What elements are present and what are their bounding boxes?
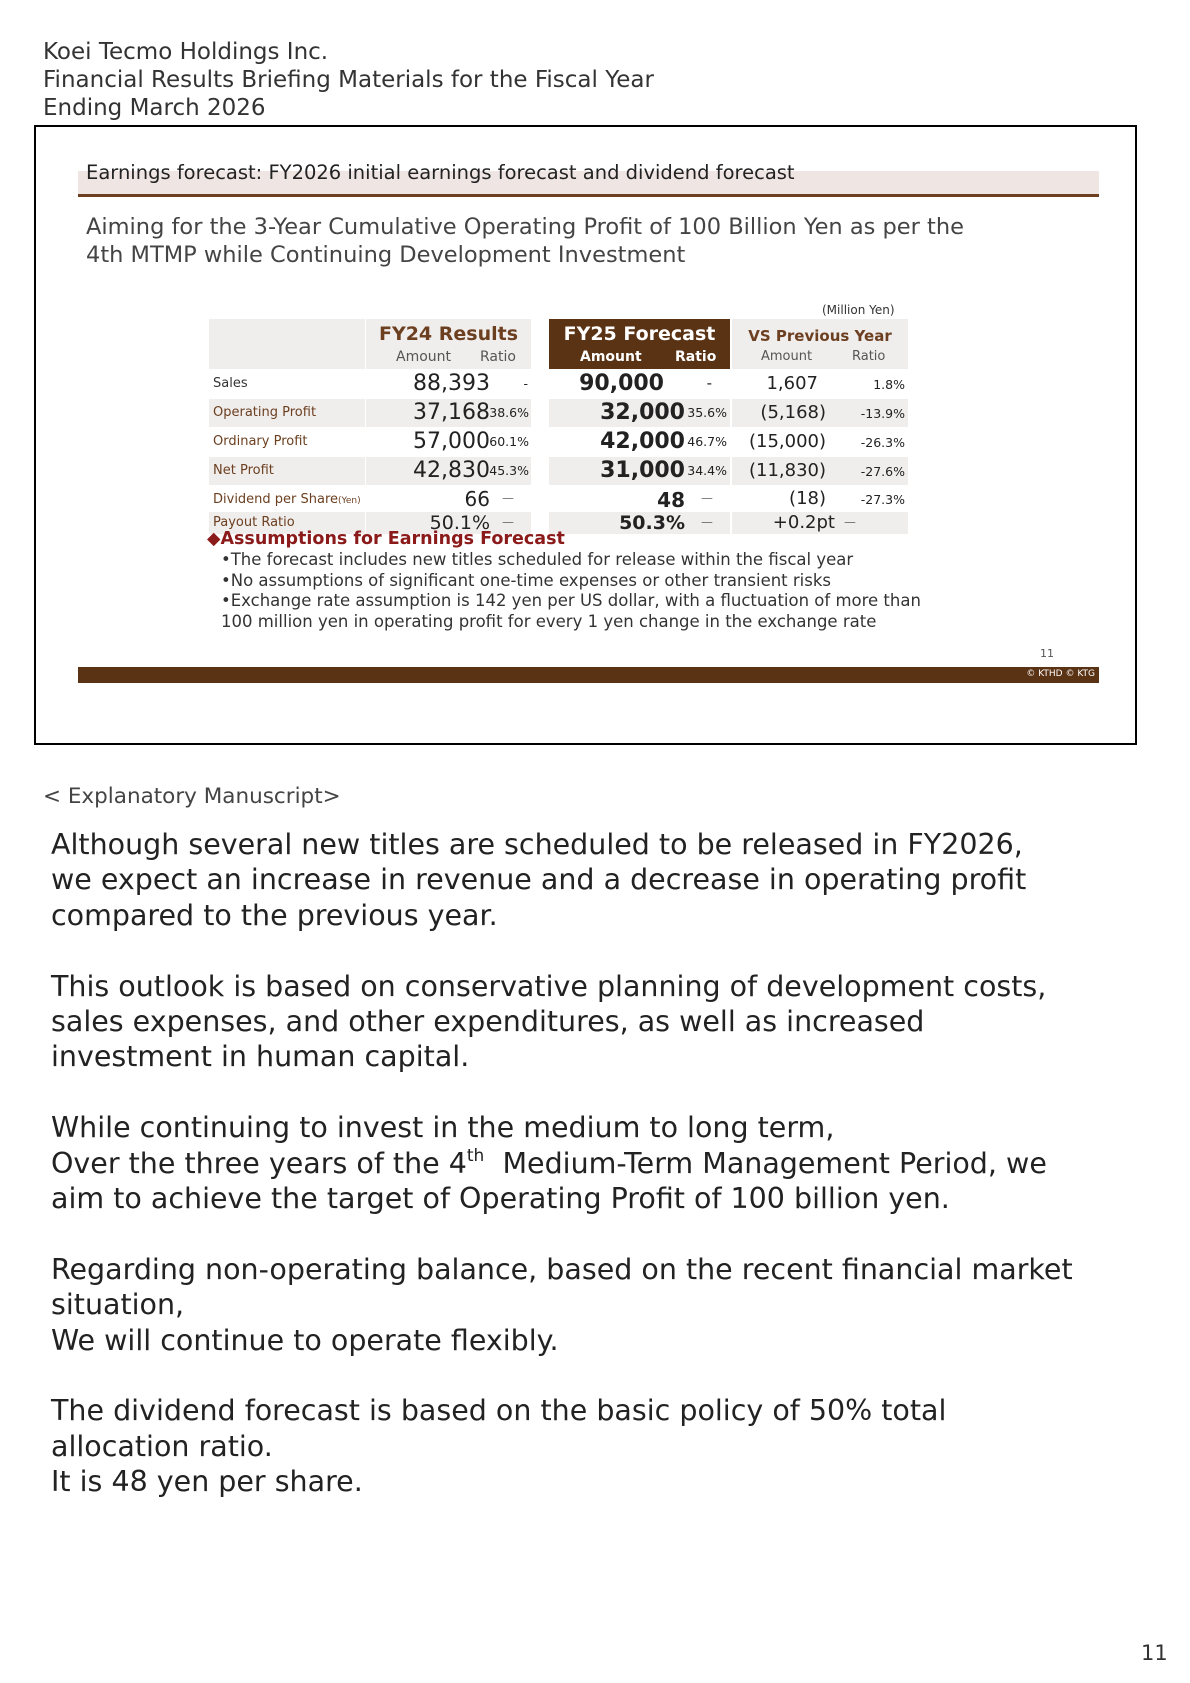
vs-amount: (15,000)	[748, 431, 826, 452]
fy25-amount: 32,000	[600, 400, 685, 425]
slide-lead	[86, 213, 964, 269]
fy24-ratio: 45.3%	[489, 463, 529, 478]
header-blank-cell	[209, 319, 365, 369]
slide-lead-line-2: 4th MTMP while Continuing Development Investment	[86, 242, 686, 268]
dividend-label: Dividend per Share	[213, 492, 339, 507]
manuscript-paragraph	[51, 1110, 1073, 1216]
fy24-amount: 57,000	[413, 429, 490, 454]
unit-note: (Million Yen)	[822, 303, 895, 317]
slide-lead-line-1: Aiming for the 3-Year Cumulative Operating Profit of 100 Billion Yen as per the	[86, 214, 964, 240]
header-vs-title: VS Previous Year	[748, 327, 892, 345]
fy25-ratio: -	[706, 374, 712, 392]
manuscript-paragraph	[51, 827, 1073, 933]
slide-page-number: 11	[1040, 647, 1054, 660]
fy24-ratio: －	[501, 492, 515, 508]
fy24-amount: 42,830	[413, 458, 490, 483]
page-number: 11	[1141, 1641, 1168, 1665]
header-fy25-ratio: Ratio	[675, 349, 717, 365]
manuscript-line: investment in human capital.	[51, 1040, 470, 1074]
manuscript-line: We will continue to operate flexibly.	[51, 1323, 559, 1357]
fy25-amount: 50.3%	[619, 512, 685, 534]
header-fy24-title: FY24 Results	[378, 323, 519, 345]
vs-ratio: 1.8%	[873, 377, 905, 392]
table-row-dividend	[209, 489, 939, 511]
slide-heading-rule	[78, 194, 1099, 197]
manuscript-line: Although several new titles are scheduled to be released in FY2026,	[51, 828, 1023, 861]
manuscript-line: compared to the previous year.	[51, 898, 498, 932]
manuscript-label: < Explanatory Manuscript>	[43, 784, 341, 809]
fy24-ratio: 38.6%	[489, 405, 529, 420]
assumptions-title: ◆Assumptions for Earnings Forecast	[207, 529, 565, 549]
fy24-ratio: -	[523, 376, 528, 391]
manuscript-line: Regarding non-operating balance, based on the recent financial market	[51, 1252, 1073, 1286]
header-vs-previous	[732, 319, 908, 369]
manuscript-line: aim to achieve the target of Operating Profit of 100 billion yen.	[51, 1182, 950, 1216]
assumption-item: •No assumptions of significant one-time expenses or other transient risks	[221, 570, 832, 590]
row-label: Operating Profit	[213, 405, 317, 420]
manuscript-text: Medium-Term Management Period, we	[484, 1146, 1047, 1180]
vs-ratio: -26.3%	[860, 435, 905, 450]
company-name: Koei Tecmo Holdings Inc.	[43, 39, 329, 65]
manuscript-paragraph	[51, 1252, 1073, 1358]
row-label: Sales	[213, 376, 248, 391]
manuscript-paragraph	[51, 969, 1073, 1075]
assumptions-list	[221, 550, 921, 632]
table-row-ordinary-profit	[209, 428, 939, 456]
assumption-item: •Exchange rate assumption is 142 yen per US dollar, with a fluctuation of more than	[221, 591, 921, 610]
vs-ratio: -27.3%	[860, 492, 905, 507]
vs-ratio: -27.6%	[860, 464, 905, 479]
explanatory-manuscript	[51, 827, 1073, 1535]
slide-copyright: © KTHD © KTG	[1026, 669, 1095, 679]
manuscript-paragraph	[51, 1393, 1073, 1499]
fy24-amount: 88,393	[413, 371, 490, 396]
document-title-line-1: Financial Results Briefing Materials for the Fiscal Year	[43, 67, 654, 93]
slide-frame	[34, 125, 1137, 745]
row-label: Net Profit	[213, 463, 274, 478]
fy25-ratio: －	[700, 516, 714, 532]
table-row-operating-profit	[209, 399, 939, 427]
table-row-sales	[209, 370, 939, 398]
header-fy24-amount: Amount	[396, 349, 452, 365]
fy25-ratio: 35.6%	[687, 405, 727, 420]
header-fy24	[366, 319, 531, 369]
fy25-amount: 42,000	[600, 429, 685, 454]
manuscript-line: we expect an increase in revenue and a decrease in operating profit	[51, 863, 1027, 897]
header-vs-ratio: Ratio	[852, 349, 886, 364]
manuscript-line: While continuing to invest in the medium to long term,	[51, 1111, 835, 1145]
vs-amount: +0.2pt	[772, 512, 835, 533]
fy24-ratio: 60.1%	[489, 434, 529, 449]
fy25-amount: 90,000	[579, 371, 664, 396]
document-header	[43, 38, 654, 122]
header-fy25	[549, 319, 730, 369]
header-fy25-title: FY25 Forecast	[563, 323, 716, 345]
slide-heading: Earnings forecast: FY2026 initial earnings forecast and dividend forecast	[86, 161, 795, 184]
header-fy24-ratio: Ratio	[480, 349, 516, 365]
fy25-amount: 48	[657, 488, 685, 512]
manuscript-line: situation,	[51, 1288, 185, 1322]
fy25-ratio: 34.4%	[687, 463, 727, 478]
fy25-ratio: 46.7%	[687, 434, 727, 449]
fy25-ratio: －	[700, 492, 714, 508]
header-fy25-amount: Amount	[580, 349, 642, 365]
document-title-line-2: Ending March 2026	[43, 95, 266, 121]
row-label	[213, 492, 361, 507]
table-row-net-profit	[209, 457, 939, 485]
vs-amount: (11,830)	[748, 460, 826, 481]
fy25-amount: 31,000	[600, 458, 685, 483]
vs-amount: 1,607	[766, 373, 818, 394]
dividend-unit: (Yen)	[338, 496, 361, 506]
ordinal-suffix: th	[466, 1145, 485, 1166]
vs-amount: (5,168)	[760, 402, 826, 423]
row-label: Ordinary Profit	[213, 434, 308, 449]
manuscript-line: The dividend forecast is based on the basic policy of 50% total	[51, 1394, 947, 1428]
manuscript-text: Over the three years of the 4	[51, 1146, 467, 1180]
manuscript-line: This outlook is based on conservative planning of development costs,	[51, 969, 1047, 1003]
fy24-amount: 37,168	[413, 400, 490, 425]
manuscript-line: sales expenses, and other expenditures, as well as increased	[51, 1005, 925, 1039]
assumption-item: 100 million yen in operating profit for every 1 yen change in the exchange rate	[221, 611, 877, 631]
fy24-ratio: －	[501, 516, 515, 532]
vs-ratio: －	[843, 516, 857, 532]
row-label: Payout Ratio	[213, 515, 295, 530]
manuscript-line: It is 48 yen per share.	[51, 1465, 363, 1499]
slide-footer-bar	[78, 667, 1099, 683]
vs-amount: (18)	[789, 488, 826, 509]
assumption-item: •The forecast includes new titles scheduled for release within the fiscal year	[221, 550, 854, 569]
manuscript-line	[51, 1146, 1073, 1181]
manuscript-line: allocation ratio.	[51, 1429, 273, 1463]
fy24-amount: 66	[464, 487, 490, 511]
fy24-amount: 50.1%	[429, 512, 490, 534]
header-vs-amount: Amount	[761, 349, 813, 364]
vs-ratio: -13.9%	[860, 406, 905, 421]
